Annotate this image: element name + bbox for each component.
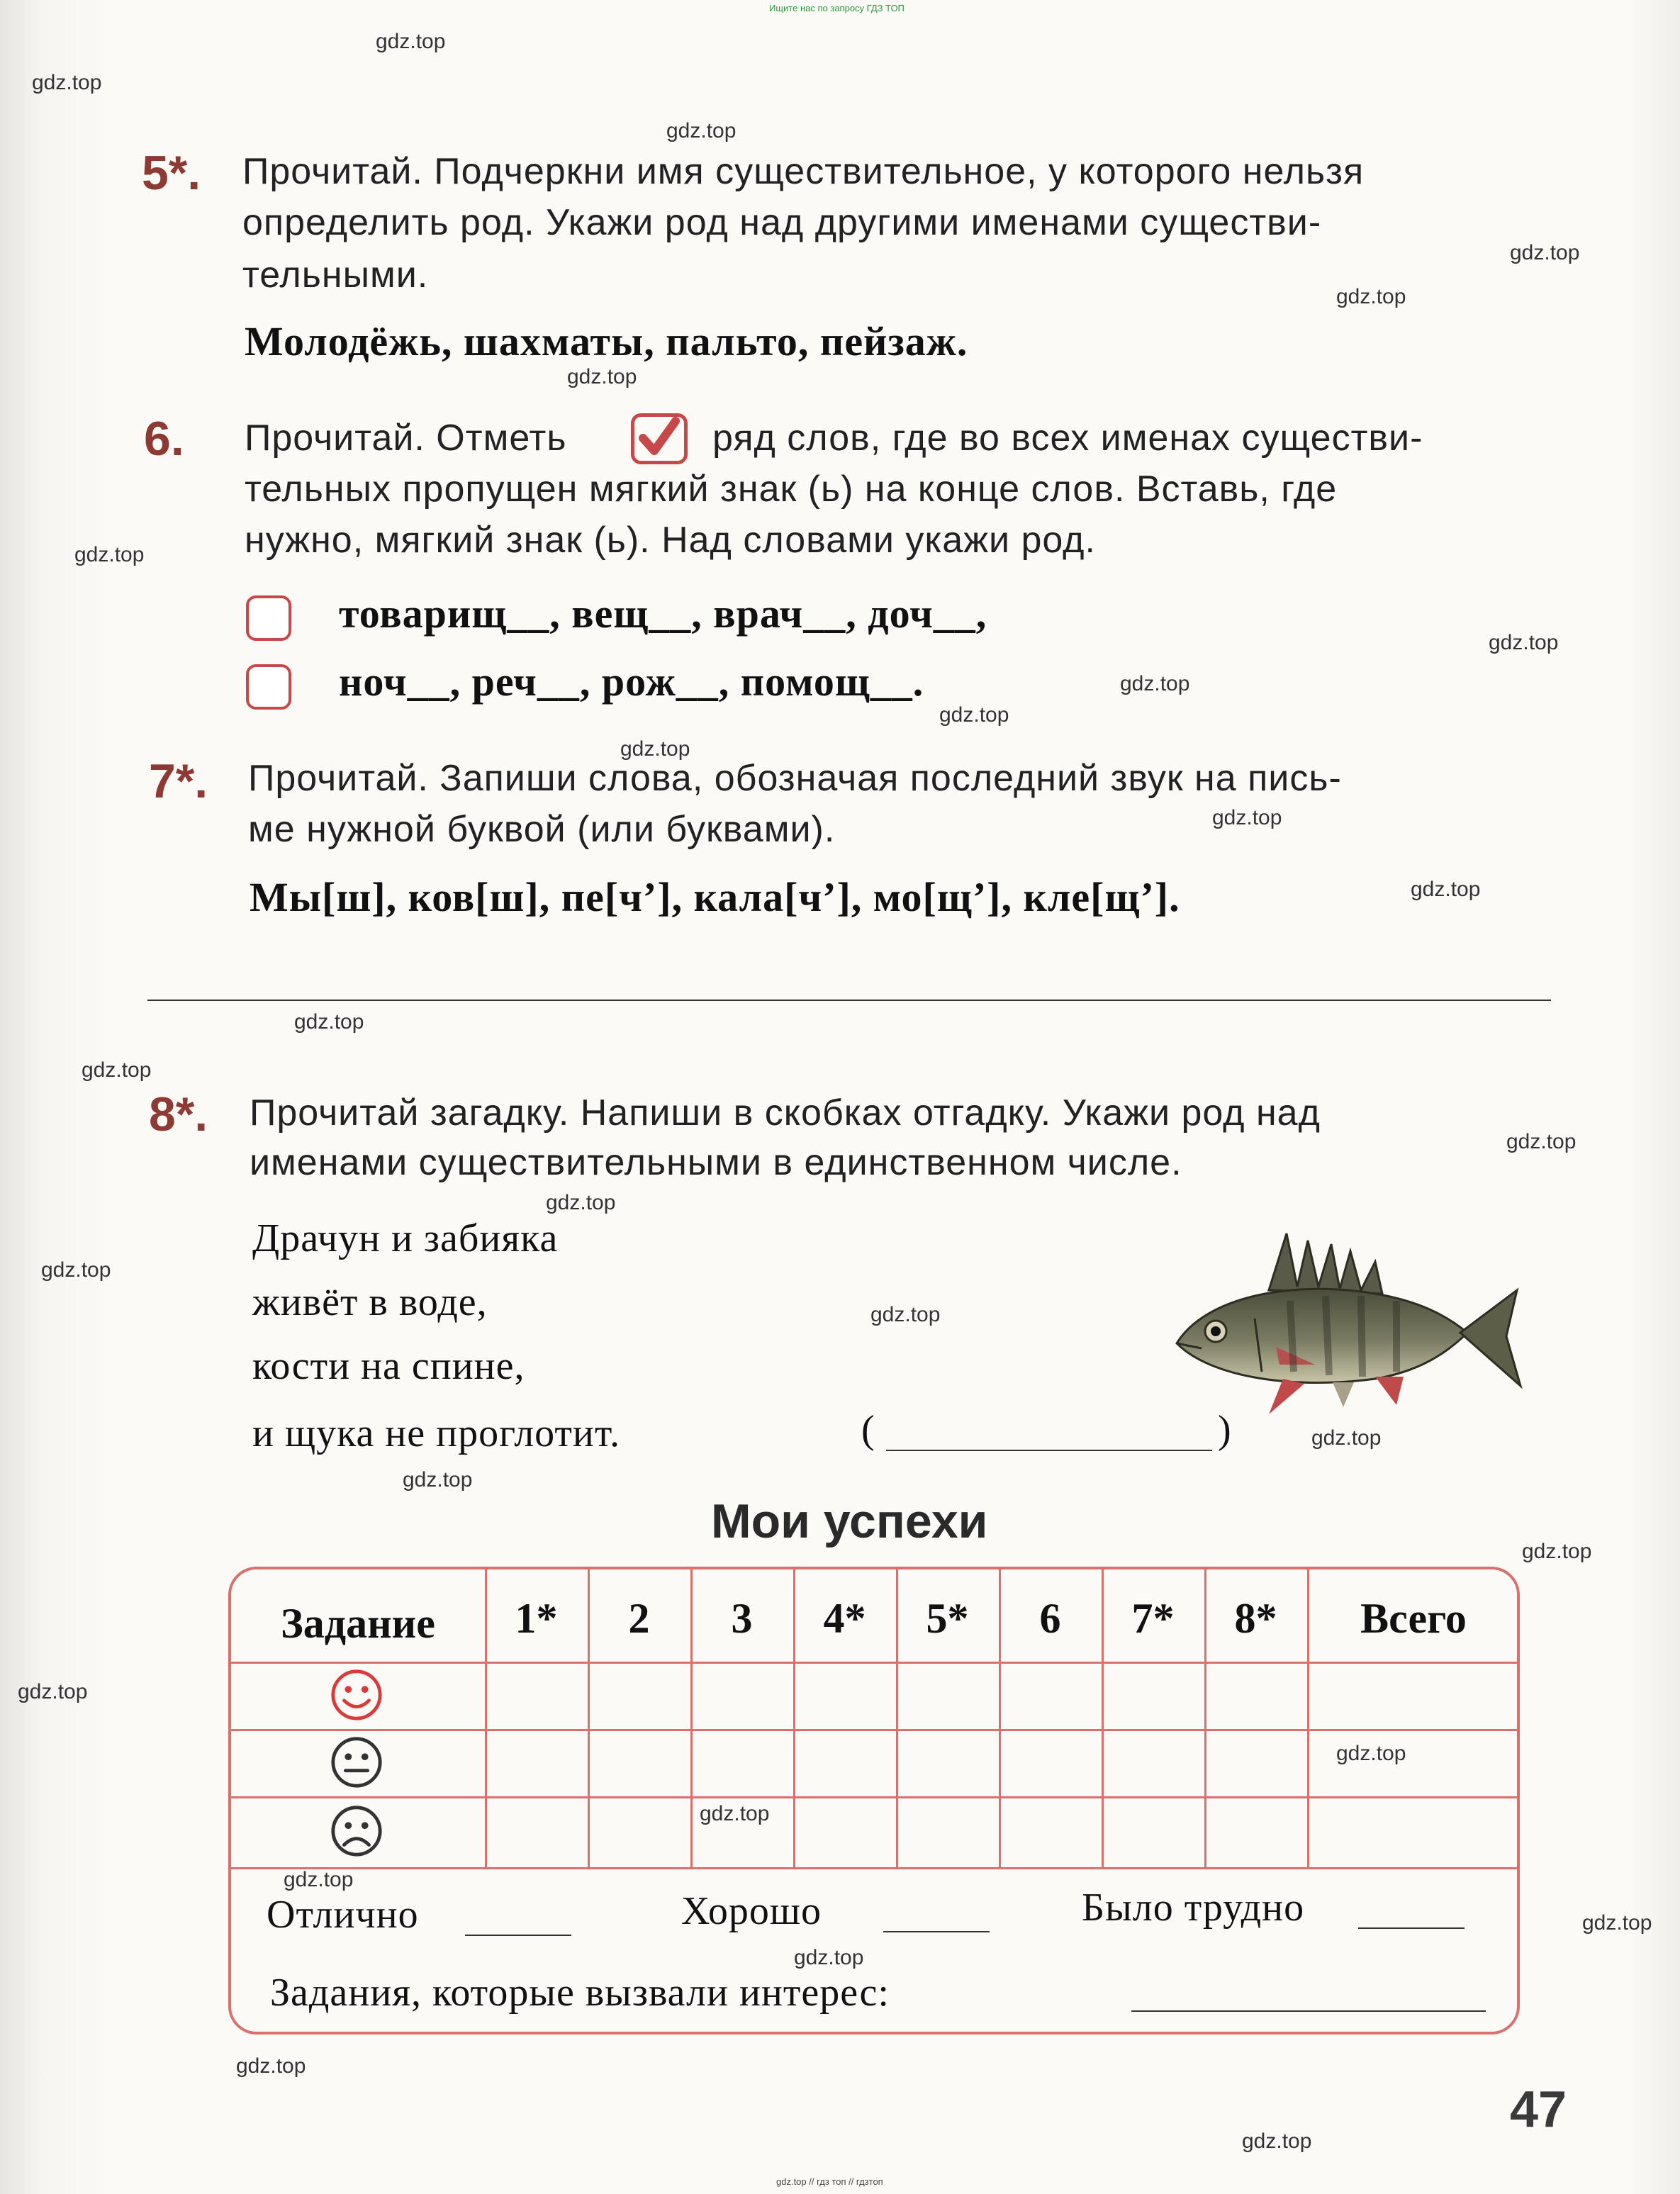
excellent-label: Отлично xyxy=(267,1893,419,1937)
watermark: gdz.top xyxy=(294,1010,364,1034)
task6-line1a: Прочитай. Отметь xyxy=(245,418,567,459)
watermark: gdz.top xyxy=(1336,1742,1406,1765)
neutral-face-icon xyxy=(329,1735,384,1790)
watermark: gdz.top xyxy=(1311,1426,1382,1450)
header-col: 6 xyxy=(1039,1595,1061,1642)
results-table xyxy=(228,1567,1520,2035)
task8-number: 8*. xyxy=(149,1087,208,1141)
watermark: gdz.top xyxy=(1336,285,1406,308)
riddle-line-1: Драчун и забияка xyxy=(252,1216,559,1260)
checkmark-box xyxy=(631,413,688,464)
riddle-answer-line[interactable] xyxy=(886,1450,1212,1451)
task7-answer-line[interactable] xyxy=(147,1000,1551,1001)
task6-row1: товарищ__, вещ__, врач__, доч__, xyxy=(339,591,987,637)
header-col: 5* xyxy=(926,1595,969,1642)
watermark: gdz.top xyxy=(403,1468,473,1491)
watermark: gdz.top xyxy=(666,119,737,142)
happy-face-icon xyxy=(329,1667,384,1723)
riddle-line-2: живёт в воде, xyxy=(252,1280,488,1324)
task6-line1b: ряд слов, где во всех именах существи- xyxy=(712,418,1423,459)
watermark: gdz.top xyxy=(1510,241,1580,264)
task6-line2: тельных пропущен мягкий знак (ь) на конце слов. Вставь, где xyxy=(245,469,1338,510)
task7-words: Мы[ш], ков[ш], пе[ч’], кала[ч’], мо[щ’], кле[щ’]. xyxy=(250,874,1180,920)
watermark: gdz.top xyxy=(620,737,690,761)
good-line[interactable] xyxy=(883,1931,990,1932)
header-col: 1* xyxy=(515,1595,558,1642)
header-task: Задание xyxy=(281,1600,435,1647)
header-total: Всего xyxy=(1360,1595,1467,1642)
answer-checkbox-2[interactable] xyxy=(246,664,291,710)
task7-line1: Прочитай. Запиши слова, обозначая последний звук на пись- xyxy=(248,758,1342,799)
watermark: gdz.top xyxy=(1489,631,1559,654)
task8-line2: именами существительными в единственном числе. xyxy=(250,1142,1182,1183)
watermark: gdz.top xyxy=(1522,1540,1592,1563)
watermark: gdz.top xyxy=(700,1802,770,1825)
watermark: gdz.top xyxy=(376,30,446,53)
answer-checkbox-1[interactable] xyxy=(246,595,291,641)
watermark: gdz.top xyxy=(1120,672,1190,695)
task6-row2: ноч__, реч__, рож__, помощ__. xyxy=(339,659,924,705)
watermark: gdz.top xyxy=(546,1191,616,1214)
riddle-line-4: и щука не проглотит. xyxy=(252,1411,621,1455)
paren-close: ) xyxy=(1218,1408,1232,1452)
riddle-line-3: кости на спине, xyxy=(252,1344,525,1388)
watermark: gdz.top xyxy=(567,365,637,388)
watermark: gdz.top xyxy=(794,1946,864,1969)
task8-line1: Прочитай загадку. Напиши в скобках отгадку. Укажи род над xyxy=(250,1092,1321,1134)
watermark: gdz.top xyxy=(41,1258,111,1282)
hard-label: Было трудно xyxy=(1082,1886,1305,1930)
results-title: Мои успехи xyxy=(711,1494,988,1548)
task6-number: 6. xyxy=(144,412,184,466)
task6-line3: нужно, мягкий знак (ь). Над словами укажи род. xyxy=(245,520,1096,561)
task5-number: 5*. xyxy=(142,146,201,200)
watermark: gdz.top xyxy=(1242,2129,1312,2153)
watermark: gdz.top xyxy=(74,543,145,566)
task5-line1: Прочитай. Подчеркни имя существительное, у которого нельзя xyxy=(242,151,1365,192)
watermark: gdz.top xyxy=(82,1058,152,1082)
watermark: gdz.top xyxy=(870,1303,941,1326)
excellent-line[interactable] xyxy=(465,1935,571,1936)
hard-line[interactable] xyxy=(1358,1927,1465,1929)
task7-number: 7*. xyxy=(149,754,208,808)
check-icon xyxy=(634,417,684,461)
header-col: 4* xyxy=(823,1595,866,1642)
header-col: 8* xyxy=(1234,1595,1277,1642)
sad-face-icon xyxy=(329,1803,384,1859)
watermark: gdz.top xyxy=(939,703,1009,727)
bottom-note: gdz.top // гдз топ // гдзтоп xyxy=(776,2176,883,2187)
watermark: gdz.top xyxy=(1212,806,1282,829)
header-col: 3 xyxy=(731,1595,753,1642)
perch-fish-image xyxy=(1163,1219,1531,1418)
task7-line2: ме нужной буквой (или буквами). xyxy=(248,809,836,850)
watermark: gdz.top xyxy=(32,71,102,94)
watermark: gdz.top xyxy=(1411,878,1481,901)
watermark: gdz.top xyxy=(284,1868,354,1891)
interest-line[interactable] xyxy=(1131,2010,1486,2012)
paren-open: ( xyxy=(861,1408,875,1452)
watermark: gdz.top xyxy=(1582,1911,1652,1935)
good-label: Хорошо xyxy=(681,1889,822,1933)
header-col: 7* xyxy=(1131,1595,1175,1642)
watermark: gdz.top xyxy=(236,2054,306,2078)
task5-line3: тельными. xyxy=(242,254,429,296)
watermark: gdz.top xyxy=(18,1680,88,1703)
interest-label: Задания, которые вызвали интерес: xyxy=(270,1971,890,2015)
task5-words: Молодёжь, шахматы, пальто, пейзаж. xyxy=(245,318,968,364)
task5-line2: определить род. Укажи род над другими именами существи- xyxy=(242,202,1322,243)
page-number: 47 xyxy=(1510,2081,1567,2138)
top-note: Ищите нас по запросу ГДЗ ТОП xyxy=(769,3,905,13)
header-col: 2 xyxy=(628,1595,650,1642)
watermark: gdz.top xyxy=(1506,1130,1577,1153)
